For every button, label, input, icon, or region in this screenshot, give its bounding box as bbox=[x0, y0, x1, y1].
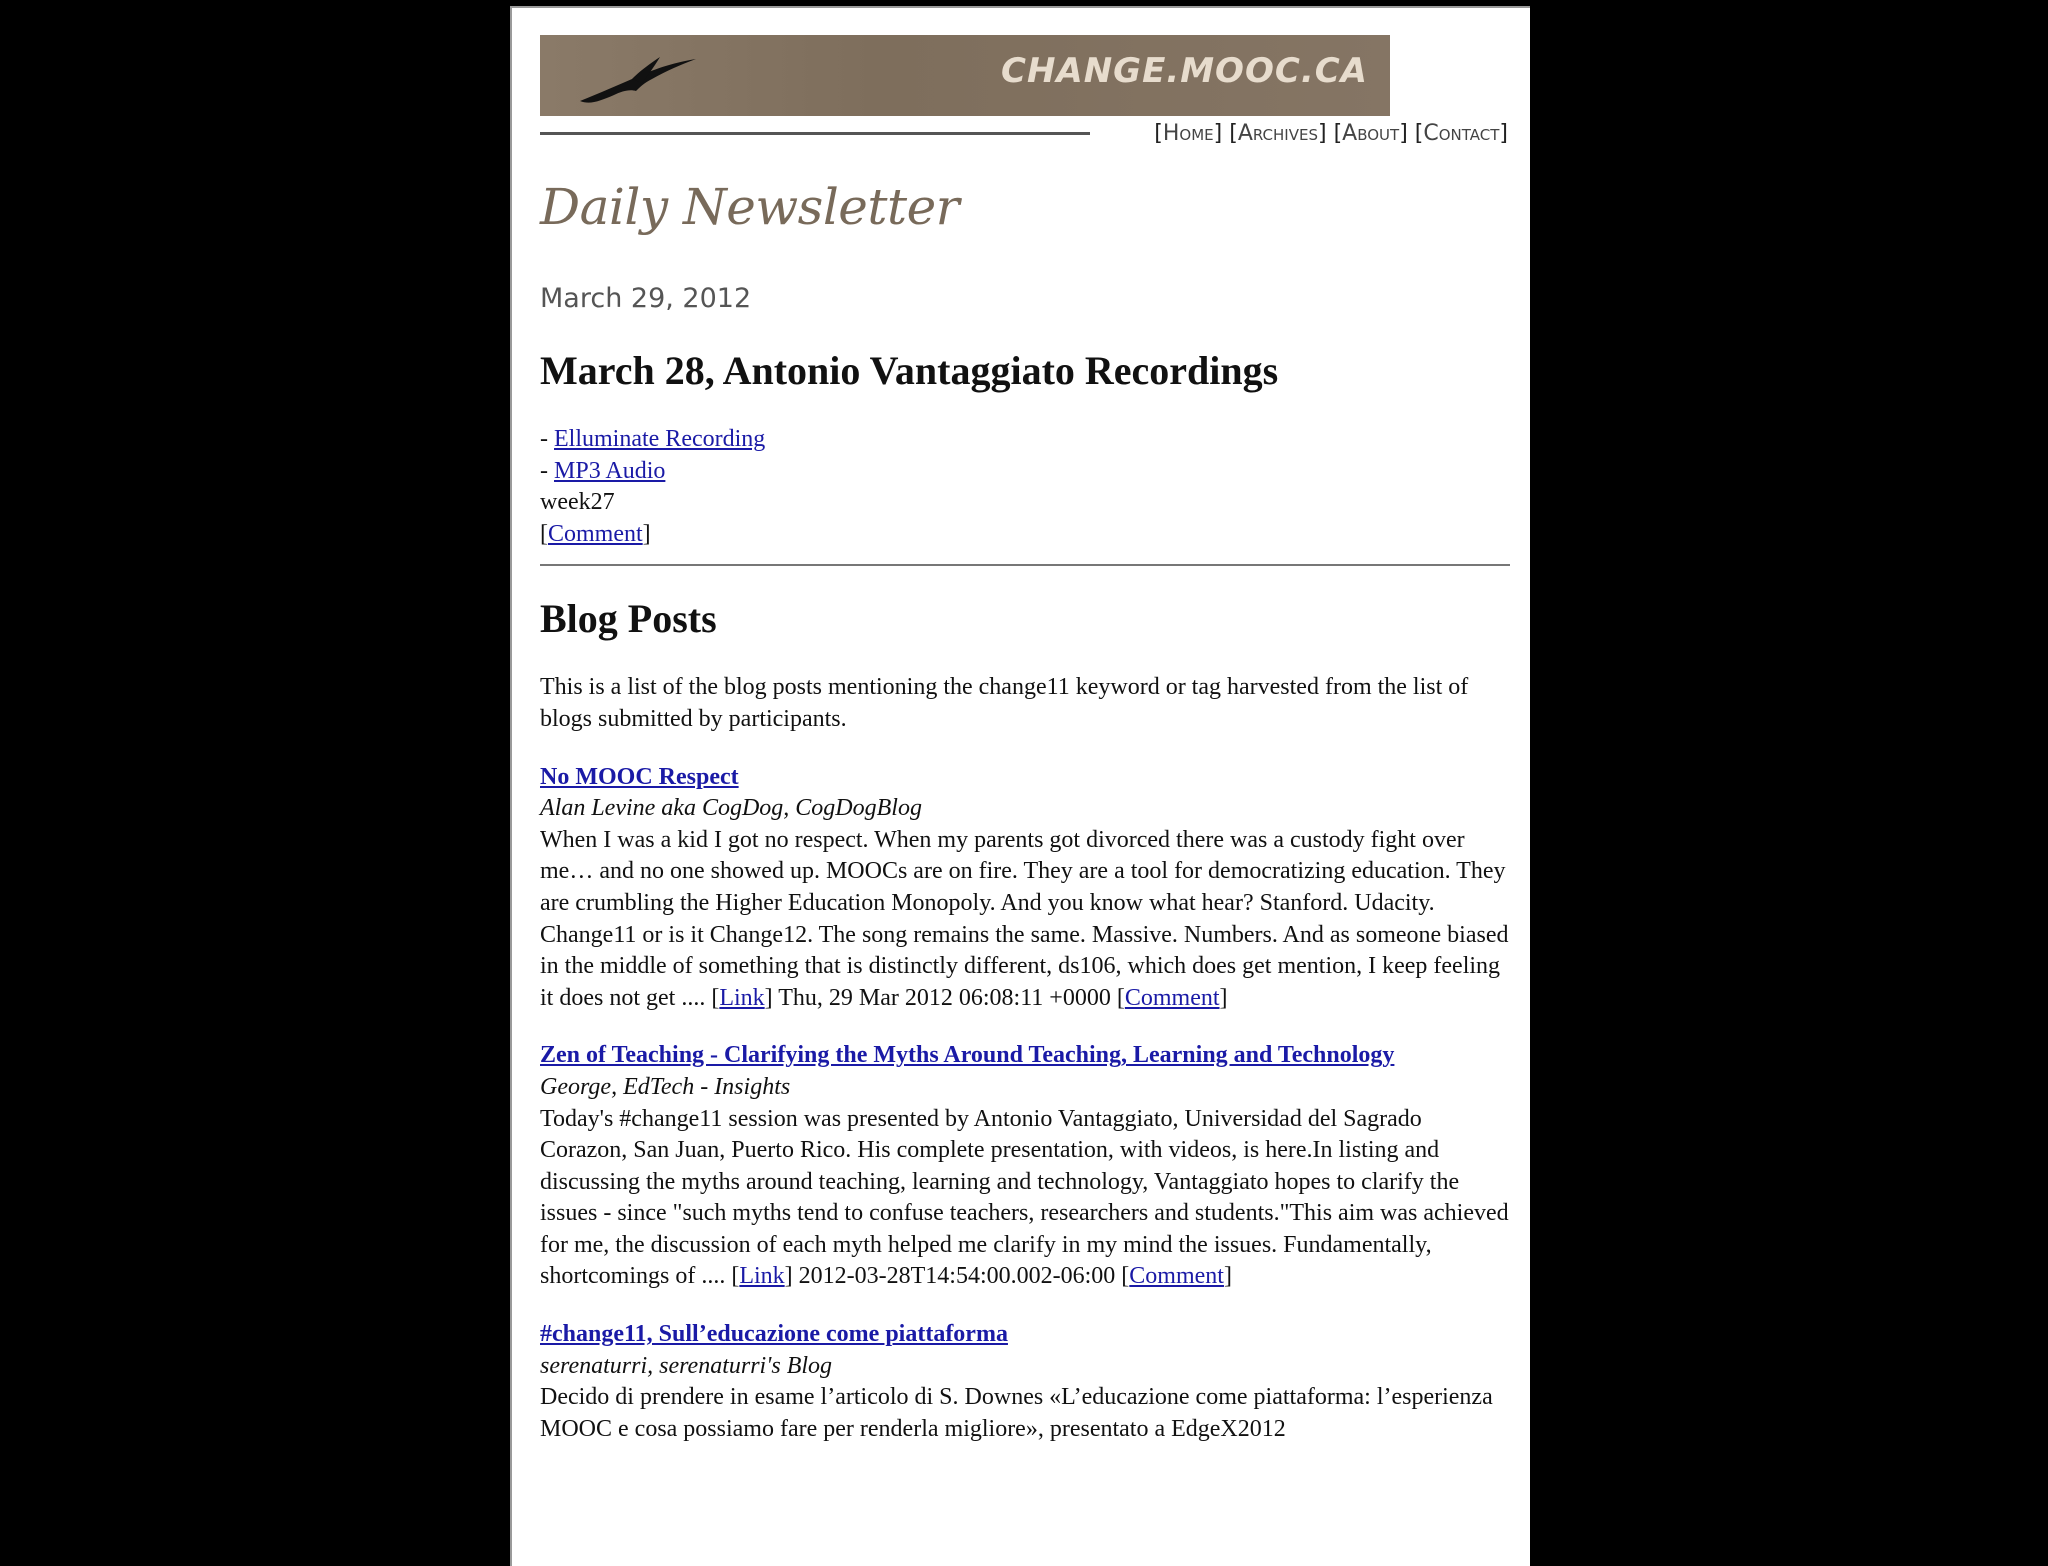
post-summary: When I was a kid I got no respect. When my parents got divorced there was a custody fight over me… and no one showed up. MOOCs are on fire. They are a tool for democratizing education. They are crumbling the Higher Education Monopoly. And you know what hear? Stanford. Udacity. Change11 or is it Change12. The song remains the same. Massive. Numbers. And as someone biased in the middle of something that is distinctly different, ds106, which does get mention, I keep feeling it does not get .... [Link] Thu, 29 Mar 2012 06:08:11 +0000 [Comment] bbox=[540, 826, 1509, 1011]
post-comment-link[interactable]: Comment bbox=[1124, 984, 1220, 1011]
post-title bbox=[540, 762, 1510, 794]
post-title bbox=[540, 1319, 1510, 1351]
blog-posts-heading: Blog Posts bbox=[540, 596, 717, 642]
post-summary-text: Decido di prendere in esame l’articolo di S. Downes «L’educazione come piattaforma: l’esperienza MOOC e cosa possiamo fare per renderla migliore», presentato a EdgeX2012 bbox=[540, 1384, 1493, 1442]
post-link[interactable]: Link bbox=[719, 984, 765, 1011]
blog-post bbox=[540, 1319, 1510, 1445]
mp3-audio-link[interactable]: MP3 Audio bbox=[554, 457, 666, 484]
post-author: Alan Levine aka CogDog, CogDogBlog bbox=[540, 795, 922, 822]
announcement-heading: March 28, Antonio Vantaggiato Recordings bbox=[540, 348, 1279, 393]
nav-contact-link[interactable]: Contact bbox=[1423, 121, 1500, 146]
post-summary: Today's #change11 session was presented by Antonio Vantaggiato, Universidad del Sagrado Corazon, San Juan, Puerto Rico. His complete presentation, with videos, is here.In listing and discussing the myths around teaching, learning and technology, Vantaggiato hopes to clarify the issues - since "such myths tend to confuse teachers, researchers and students."This aim was achieved for me, the discussion of each myth helped me clarify in my mind the issues. Fundamentally, shortcomings of .... [Link] 2012-03-28T14:54:00.002-06:00 [Comment] bbox=[540, 1105, 1509, 1290]
nav-home-link[interactable]: Home bbox=[1162, 121, 1214, 146]
list-prefix: - bbox=[540, 457, 554, 484]
post-title-link[interactable]: No MOOC Respect bbox=[540, 763, 739, 790]
post-comment-link[interactable]: Comment bbox=[1129, 1263, 1224, 1290]
blog-intro: This is a list of the blog posts mentioning the change11 keyword or tag harvested from the list of blogs submitted by participants. bbox=[540, 674, 1469, 732]
list-prefix: - bbox=[540, 426, 554, 452]
announcement-comment: [Comment] bbox=[540, 520, 651, 547]
top-navigation: [Home] [Archives] [About] [Contact] bbox=[1154, 121, 1508, 146]
newsletter-page bbox=[510, 6, 1530, 1566]
header-divider bbox=[540, 132, 1090, 135]
post-title bbox=[540, 1040, 1510, 1072]
banner-site-name: CHANGE.MOOC.CA bbox=[1001, 51, 1368, 91]
post-timestamp: Thu, 29 Mar 2012 06:08:11 +0000 bbox=[778, 984, 1111, 1011]
blog-post bbox=[540, 762, 1510, 1015]
post-summary bbox=[540, 1382, 1510, 1445]
section-divider bbox=[540, 564, 1510, 566]
main-content bbox=[540, 348, 1510, 1471]
blog-post bbox=[540, 1040, 1510, 1293]
announcement-comment-link[interactable]: Comment bbox=[548, 520, 643, 547]
nav-archives-link[interactable]: Archives bbox=[1237, 121, 1318, 146]
post-title-link[interactable]: #change11, Sull’educazione come piattaforma bbox=[540, 1321, 1008, 1348]
newsletter-date: March 29, 2012 bbox=[540, 283, 752, 314]
post-link[interactable]: Link bbox=[739, 1263, 785, 1290]
post-timestamp: 2012-03-28T14:54:00.002-06:00 bbox=[798, 1263, 1116, 1290]
bird-logo-icon bbox=[570, 49, 700, 109]
site-banner[interactable] bbox=[540, 35, 1390, 116]
post-author: serenaturri, serenaturri's Blog bbox=[540, 1352, 833, 1379]
post-summary-text: When I was a kid I got no respect. When my parents got divorced there was a custody fight over me… and no one showed up. MOOCs are on fire. They are a tool for democratizing education. They are crumbling the Higher Education Monopoly. And you know what hear? Stanford. Udacity. Change11 or is it Change12. The song remains the same. Massive. Numbers. And as someone biased in the middle of something that is distinctly different, ds106, which does get mention, I keep feeling it does not get .... bbox=[540, 826, 1509, 1011]
post-author: George, EdTech - Insights bbox=[540, 1073, 791, 1100]
list-item bbox=[540, 456, 1510, 488]
post-summary-text: Today's #change11 session was presented by Antonio Vantaggiato, Universidad del Sagrado Corazon, San Juan, Puerto Rico. His complete presentation, with videos, is here.In listing and discussing the myths around teaching, learning and technology, Vantaggiato hopes to clarify the issues - since "such myths tend to confuse teachers, researchers and students."This aim was achieved for me, the discussion of each myth helped me clarify in my mind the issues. Fundamentally, shortcomings of .... bbox=[540, 1105, 1509, 1290]
announcement-links bbox=[540, 424, 1510, 550]
announcement-tag: week27 bbox=[540, 489, 615, 516]
list-item bbox=[540, 424, 1510, 456]
elluminate-recording-link[interactable]: Elluminate Recording bbox=[554, 426, 766, 452]
post-title-link[interactable]: Zen of Teaching - Clarifying the Myths Around Teaching, Learning and Technology bbox=[540, 1042, 1395, 1069]
page-title: Daily Newsletter bbox=[540, 178, 960, 236]
nav-about-link[interactable]: About bbox=[1342, 121, 1400, 146]
